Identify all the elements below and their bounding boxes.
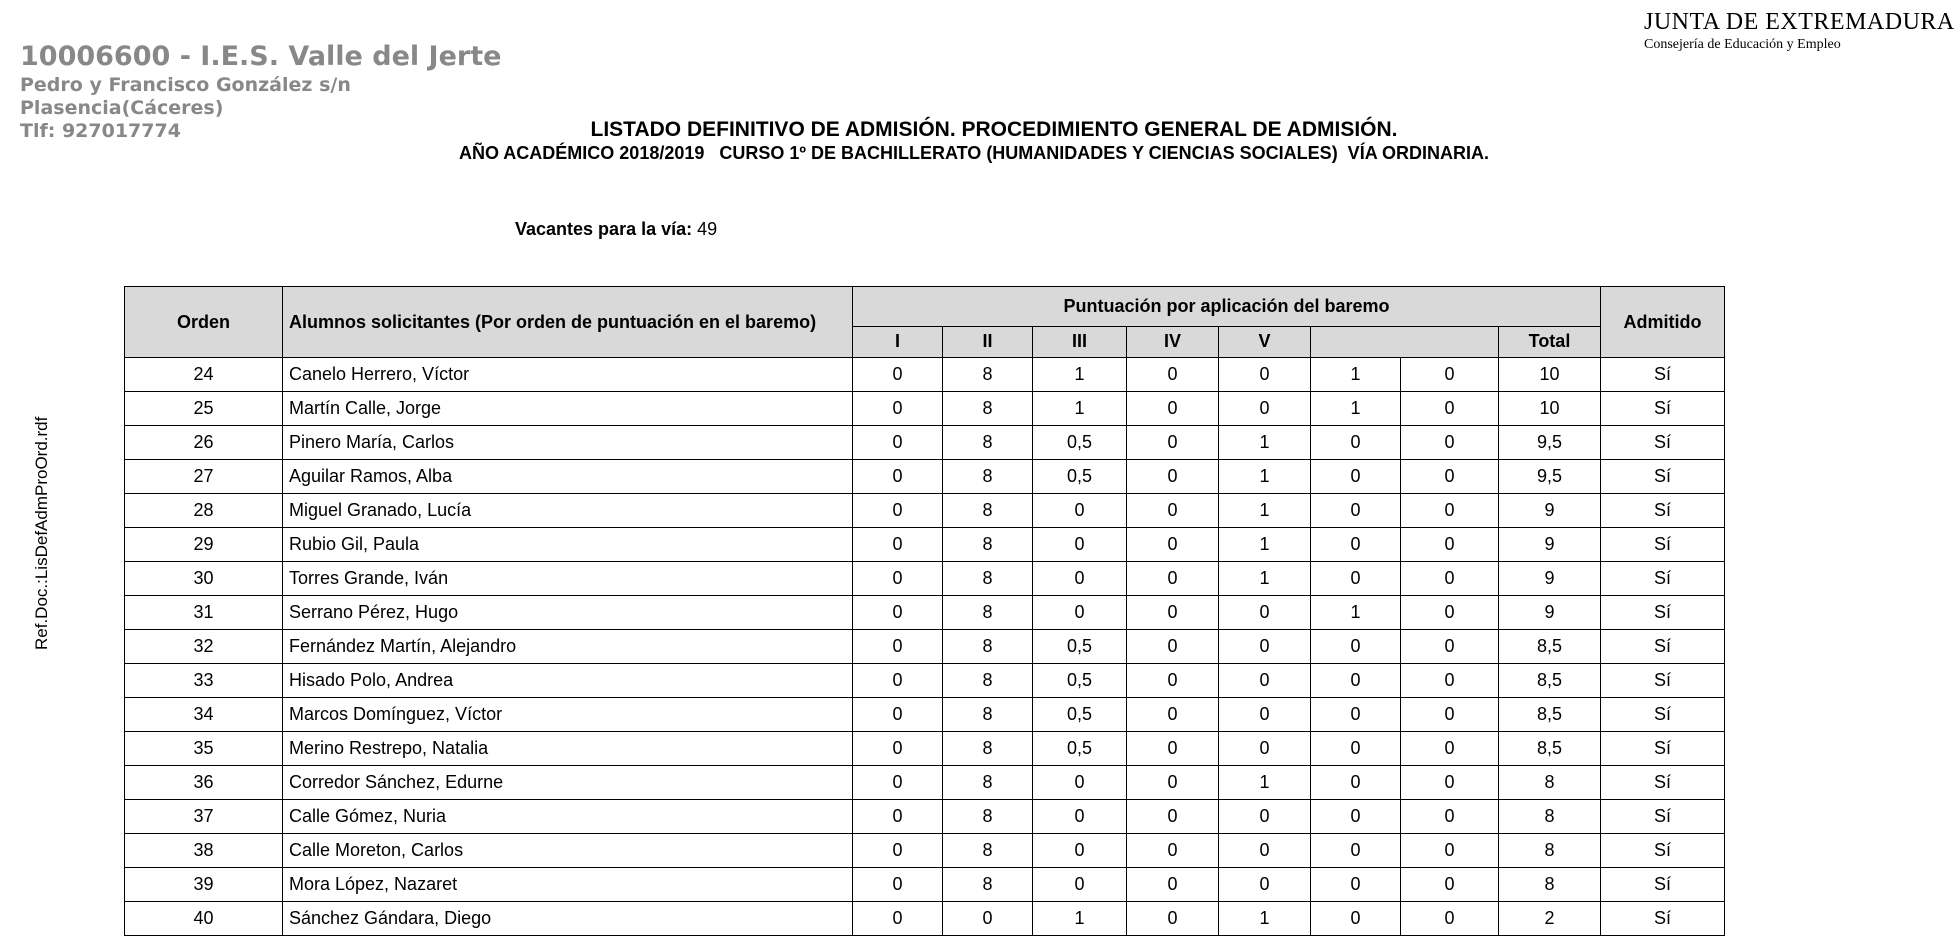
score-cell: 1	[1311, 358, 1401, 392]
score-cell: 0	[1401, 358, 1499, 392]
score-cell: 0,5	[1033, 460, 1127, 494]
total-cell: 9,5	[1499, 460, 1601, 494]
score-cell: 0	[853, 562, 943, 596]
score-cell: 0	[1033, 528, 1127, 562]
header-alumnos: Alumnos solicitantes (Por orden de puntuación en el baremo)	[283, 287, 853, 358]
total-cell: 8,5	[1499, 664, 1601, 698]
admitido-cell: Sí	[1601, 460, 1725, 494]
score-cell: 0	[1311, 766, 1401, 800]
table-row	[125, 596, 1725, 630]
student-name-cell: Pinero María, Carlos	[283, 426, 853, 460]
subheader-cell: II	[943, 326, 1033, 357]
total-cell: 8,5	[1499, 630, 1601, 664]
score-cell: 0	[853, 358, 943, 392]
score-cell: 0	[853, 426, 943, 460]
score-cell: 0	[1311, 800, 1401, 834]
total-cell: 8	[1499, 834, 1601, 868]
score-cell: 0	[1127, 800, 1219, 834]
orden-cell: 27	[125, 460, 283, 494]
orden-cell: 40	[125, 902, 283, 936]
vacantes-info	[515, 218, 717, 240]
student-name-cell: Sánchez Gándara, Diego	[283, 902, 853, 936]
score-cell: 8	[943, 698, 1033, 732]
score-cell: 0	[1127, 426, 1219, 460]
score-cell: 1	[1033, 392, 1127, 426]
admitido-cell: Sí	[1601, 494, 1725, 528]
student-name-cell: Calle Moreton, Carlos	[283, 834, 853, 868]
score-cell: 0	[1401, 664, 1499, 698]
student-name-cell: Calle Gómez, Nuria	[283, 800, 853, 834]
score-cell: 0,5	[1033, 630, 1127, 664]
admitido-cell: Sí	[1601, 528, 1725, 562]
table-row	[125, 460, 1725, 494]
score-cell: 0	[1401, 766, 1499, 800]
score-cell: 8	[943, 562, 1033, 596]
score-cell: 0	[1401, 460, 1499, 494]
student-name-cell: Corredor Sánchez, Edurne	[283, 766, 853, 800]
score-cell: 0	[853, 392, 943, 426]
score-cell: 0	[853, 630, 943, 664]
orden-cell: 35	[125, 732, 283, 766]
score-cell: 0	[1311, 902, 1401, 936]
document-subtitle: AÑO ACADÉMICO 2018/2019 CURSO 1º DE BACHILLERATO (HUMANIDADES Y CIENCIAS SOCIALES) VÍA ORDINARIA.	[458, 143, 1490, 163]
subheader-cell: III	[1033, 326, 1127, 357]
score-cell: 0	[1401, 732, 1499, 766]
score-cell: 0	[1311, 834, 1401, 868]
table-row	[125, 698, 1725, 732]
total-cell: 9,5	[1499, 426, 1601, 460]
score-cell: 0	[1401, 426, 1499, 460]
student-name-cell: Mora López, Nazaret	[283, 868, 853, 902]
score-cell: 0	[1219, 868, 1311, 902]
total-cell: 8	[1499, 868, 1601, 902]
student-name-cell: Marcos Domínguez, Víctor	[283, 698, 853, 732]
orden-cell: 26	[125, 426, 283, 460]
student-name-cell: Aguilar Ramos, Alba	[283, 460, 853, 494]
score-cell: 0	[853, 800, 943, 834]
score-cell: 0	[853, 732, 943, 766]
table-row	[125, 902, 1725, 936]
score-cell: 0	[1127, 664, 1219, 698]
student-name-cell: Torres Grande, Iván	[283, 562, 853, 596]
total-cell: 9	[1499, 596, 1601, 630]
score-cell: 0	[1401, 528, 1499, 562]
subheader-cell: I	[853, 326, 943, 357]
score-cell: 0	[1219, 800, 1311, 834]
score-cell: 1	[1219, 426, 1311, 460]
score-cell: 0	[1127, 868, 1219, 902]
junta-logo	[1644, 8, 1955, 54]
score-cell: 0	[853, 596, 943, 630]
document-title: LISTADO DEFINITIVO DE ADMISIÓN. PROCEDIMIENTO GENERAL DE ADMISIÓN.	[590, 118, 1398, 141]
score-cell: 8	[943, 358, 1033, 392]
score-cell: 0	[1401, 834, 1499, 868]
admitido-cell: Sí	[1601, 392, 1725, 426]
orden-cell: 25	[125, 392, 283, 426]
score-cell: 0	[1127, 460, 1219, 494]
score-cell: 0	[1401, 494, 1499, 528]
score-cell: 0	[1401, 596, 1499, 630]
score-cell: 8	[943, 460, 1033, 494]
orden-cell: 34	[125, 698, 283, 732]
score-cell: 0	[1127, 732, 1219, 766]
score-cell: 0	[853, 868, 943, 902]
admitido-cell: Sí	[1601, 358, 1725, 392]
orden-cell: 37	[125, 800, 283, 834]
score-cell: 0	[1311, 664, 1401, 698]
orden-cell: 28	[125, 494, 283, 528]
vacantes-value: 49	[697, 219, 718, 239]
logo-sub-text: Consejería de Educación y Empleo	[1644, 37, 1841, 52]
table-row	[125, 494, 1725, 528]
vacantes-label: Vacantes para la vía:	[515, 219, 693, 239]
admission-table	[124, 286, 1725, 936]
score-cell: 0	[1401, 868, 1499, 902]
score-cell: 0	[1127, 596, 1219, 630]
score-cell: 0	[1127, 766, 1219, 800]
score-cell: 0	[853, 902, 943, 936]
orden-cell: 24	[125, 358, 283, 392]
score-cell: 0	[1127, 562, 1219, 596]
score-cell: 0,5	[1033, 426, 1127, 460]
student-name-cell: Fernández Martín, Alejandro	[283, 630, 853, 664]
score-cell: 0	[1401, 800, 1499, 834]
subheader-cell	[1311, 326, 1499, 357]
student-name-cell: Canelo Herrero, Víctor	[283, 358, 853, 392]
school-name: 10006600 - I.E.S. Valle del Jerte	[20, 41, 502, 72]
score-cell: 1	[1219, 528, 1311, 562]
score-cell: 0,5	[1033, 664, 1127, 698]
score-cell: 0	[1401, 902, 1499, 936]
score-cell: 0	[1033, 562, 1127, 596]
orden-cell: 39	[125, 868, 283, 902]
school-phone: Tlf: 927017774	[20, 120, 181, 142]
admitido-cell: Sí	[1601, 426, 1725, 460]
orden-cell: 36	[125, 766, 283, 800]
total-cell: 2	[1499, 902, 1601, 936]
total-cell: 8	[1499, 766, 1601, 800]
score-cell: 0	[1127, 698, 1219, 732]
score-cell: 8	[943, 494, 1033, 528]
score-cell: 0	[1033, 766, 1127, 800]
score-cell: 0	[1311, 868, 1401, 902]
score-cell: 1	[1219, 460, 1311, 494]
score-cell: 0	[1127, 528, 1219, 562]
admitido-cell: Sí	[1601, 664, 1725, 698]
score-cell: 8	[943, 630, 1033, 664]
score-cell: 8	[943, 800, 1033, 834]
table-row	[125, 562, 1725, 596]
orden-cell: 31	[125, 596, 283, 630]
total-cell: 8,5	[1499, 732, 1601, 766]
admitido-cell: Sí	[1601, 800, 1725, 834]
table-row	[125, 630, 1725, 664]
table-row	[125, 766, 1725, 800]
score-cell: 1	[1219, 766, 1311, 800]
score-cell: 0	[1127, 358, 1219, 392]
score-cell: 0	[853, 664, 943, 698]
admitido-cell: Sí	[1601, 834, 1725, 868]
score-cell: 0	[1401, 698, 1499, 732]
table-row	[125, 426, 1725, 460]
score-cell: 0	[1033, 834, 1127, 868]
score-cell: 0	[1127, 630, 1219, 664]
orden-cell: 29	[125, 528, 283, 562]
score-cell: 0	[1219, 732, 1311, 766]
header-puntuacion: Puntuación por aplicación del baremo	[853, 287, 1601, 327]
admitido-cell: Sí	[1601, 698, 1725, 732]
score-cell: 0	[1311, 460, 1401, 494]
total-cell: 10	[1499, 392, 1601, 426]
score-cell: 0	[1127, 392, 1219, 426]
score-cell: 1	[1311, 392, 1401, 426]
score-cell: 0	[853, 460, 943, 494]
orden-cell: 32	[125, 630, 283, 664]
total-cell: 10	[1499, 358, 1601, 392]
student-name-cell: Martín Calle, Jorge	[283, 392, 853, 426]
score-cell: 0	[853, 834, 943, 868]
score-cell: 0	[1219, 358, 1311, 392]
score-cell: 0	[1311, 698, 1401, 732]
orden-cell: 38	[125, 834, 283, 868]
score-cell: 0	[1219, 392, 1311, 426]
score-cell: 0	[1219, 664, 1311, 698]
score-cell: 0	[1127, 494, 1219, 528]
score-cell: 0	[1219, 834, 1311, 868]
score-cell: 0,5	[1033, 732, 1127, 766]
score-cell: 8	[943, 868, 1033, 902]
score-cell: 0	[1033, 868, 1127, 902]
header-admitido: Admitido	[1601, 287, 1725, 358]
score-cell: 0	[1219, 630, 1311, 664]
table-row	[125, 358, 1725, 392]
total-cell: 9	[1499, 562, 1601, 596]
score-cell: 0	[1311, 426, 1401, 460]
table-row	[125, 800, 1725, 834]
admitido-cell: Sí	[1601, 732, 1725, 766]
school-address: Pedro y Francisco González s/n	[20, 74, 351, 96]
score-cell: 0	[853, 528, 943, 562]
score-cell: 0	[853, 494, 943, 528]
table-row	[125, 528, 1725, 562]
orden-cell: 33	[125, 664, 283, 698]
subheader-cell: Total	[1499, 326, 1601, 357]
total-cell: 9	[1499, 528, 1601, 562]
header-orden: Orden	[125, 287, 283, 358]
admitido-cell: Sí	[1601, 868, 1725, 902]
table-row	[125, 664, 1725, 698]
admitido-cell: Sí	[1601, 562, 1725, 596]
score-cell: 0	[1311, 494, 1401, 528]
score-cell: 1	[1219, 494, 1311, 528]
score-cell: 0	[1219, 698, 1311, 732]
score-cell: 0	[1311, 528, 1401, 562]
score-cell: 0	[1033, 596, 1127, 630]
score-cell: 8	[943, 834, 1033, 868]
score-cell: 0	[1401, 630, 1499, 664]
score-cell: 1	[1219, 562, 1311, 596]
score-cell: 0	[1401, 562, 1499, 596]
total-cell: 8	[1499, 800, 1601, 834]
score-cell: 0	[1311, 562, 1401, 596]
subheader-cell: V	[1219, 326, 1311, 357]
score-cell: 1	[1033, 358, 1127, 392]
student-name-cell: Merino Restrepo, Natalia	[283, 732, 853, 766]
score-cell: 0	[943, 902, 1033, 936]
score-cell: 0	[1127, 902, 1219, 936]
score-cell: 0	[853, 766, 943, 800]
table-row	[125, 732, 1725, 766]
admitido-cell: Sí	[1601, 766, 1725, 800]
student-name-cell: Serrano Pérez, Hugo	[283, 596, 853, 630]
score-cell: 0	[1401, 392, 1499, 426]
admitido-cell: Sí	[1601, 630, 1725, 664]
score-cell: 8	[943, 528, 1033, 562]
score-cell: 8	[943, 766, 1033, 800]
table-row	[125, 868, 1725, 902]
score-cell: 8	[943, 392, 1033, 426]
school-city: Plasencia(Cáceres)	[20, 97, 224, 119]
score-cell: 0	[1311, 732, 1401, 766]
score-cell: 0	[1033, 800, 1127, 834]
student-name-cell: Hisado Polo, Andrea	[283, 664, 853, 698]
total-cell: 9	[1499, 494, 1601, 528]
score-cell: 8	[943, 426, 1033, 460]
score-cell: 8	[943, 664, 1033, 698]
logo-main-text: JUNTA DE EXTREMADURA	[1644, 9, 1955, 35]
score-cell: 8	[943, 596, 1033, 630]
score-cell: 0	[1033, 494, 1127, 528]
document-reference: Ref.Doc.:LisDefAdmProOrd.rdf	[32, 416, 51, 650]
total-cell: 8,5	[1499, 698, 1601, 732]
score-cell: 0,5	[1033, 698, 1127, 732]
score-cell: 0	[1219, 596, 1311, 630]
student-name-cell: Miguel Granado, Lucía	[283, 494, 853, 528]
table-row	[125, 392, 1725, 426]
score-cell: 0	[853, 698, 943, 732]
student-name-cell: Rubio Gil, Paula	[283, 528, 853, 562]
score-cell: 1	[1311, 596, 1401, 630]
score-cell: 0	[1127, 834, 1219, 868]
score-cell: 1	[1219, 902, 1311, 936]
admitido-cell: Sí	[1601, 596, 1725, 630]
table-row	[125, 834, 1725, 868]
score-cell: 8	[943, 732, 1033, 766]
subheader-cell: IV	[1127, 326, 1219, 357]
score-cell: 1	[1033, 902, 1127, 936]
score-cell: 0	[1311, 630, 1401, 664]
admitido-cell: Sí	[1601, 902, 1725, 936]
orden-cell: 30	[125, 562, 283, 596]
